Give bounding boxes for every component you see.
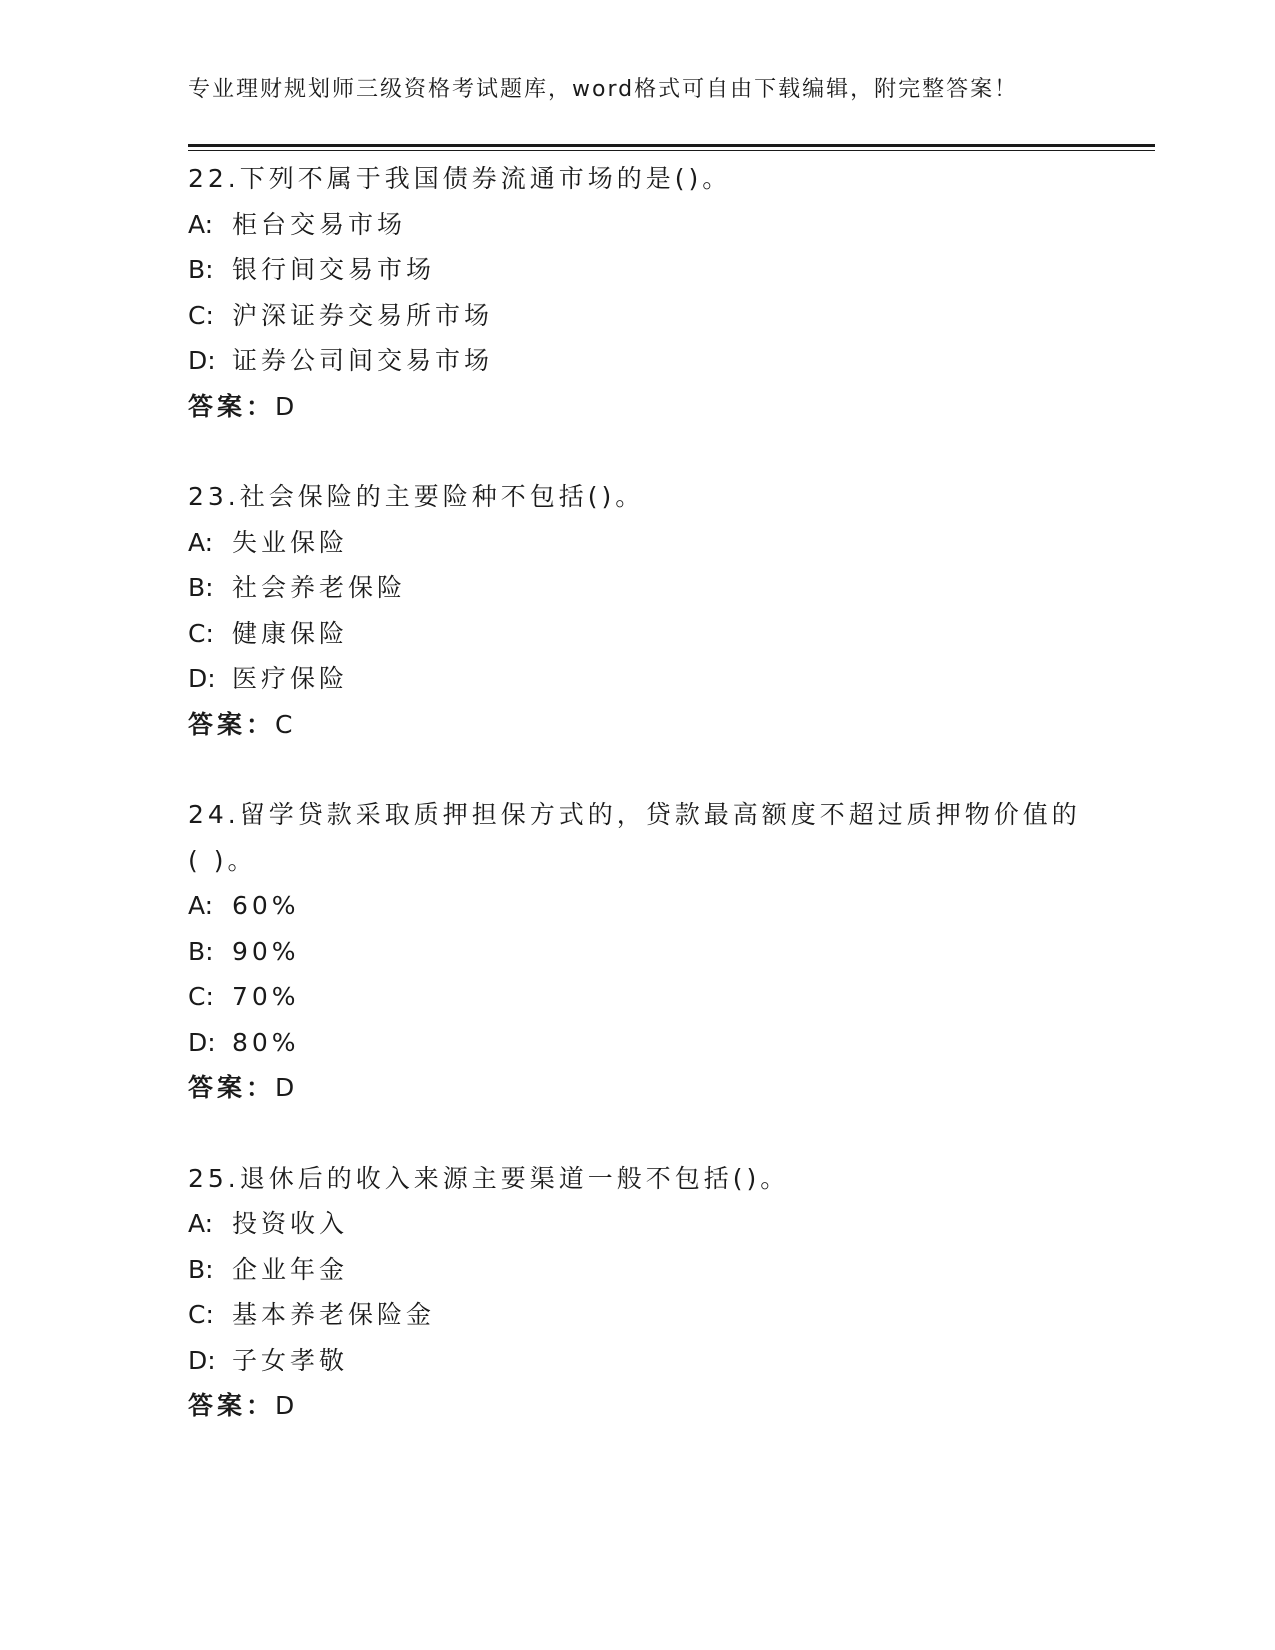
option-letter: B:: [188, 573, 214, 602]
option-b: [188, 247, 1088, 293]
answer-value: C: [275, 709, 297, 739]
option-text: 健康保险: [232, 618, 349, 648]
question-23: [188, 474, 1088, 747]
header-divider-thick: [188, 144, 1155, 147]
header-divider-thin: [188, 150, 1155, 151]
answer-value: D: [275, 1073, 299, 1102]
question-stem: 24.留学贷款采取质押担保方式的，贷款最高额度不超过质押物价值的( )。: [188, 800, 1081, 875]
option-c: [188, 1292, 1088, 1338]
answer-label: 答案：: [188, 1391, 276, 1420]
option-letter: D:: [188, 664, 216, 693]
option-letter: A:: [188, 209, 214, 239]
answer: [188, 1383, 1088, 1429]
option-a: [188, 520, 1088, 566]
option-letter: C:: [188, 300, 214, 330]
question-22: [188, 156, 1088, 429]
option-letter: B:: [188, 1254, 214, 1284]
option-text: 企业年金: [232, 1254, 349, 1284]
option-letter: B:: [188, 936, 214, 966]
option-a: [188, 1201, 1088, 1247]
answer: [188, 384, 1088, 430]
option-letter: B:: [188, 255, 214, 284]
option-d: [188, 1020, 1088, 1066]
question-stem: 23.社会保险的主要险种不包括()。: [188, 482, 645, 511]
option-b: [188, 929, 1088, 975]
option-c: [188, 293, 1088, 339]
option-text: 证券公司间交易市场: [232, 346, 494, 375]
option-letter: A:: [188, 891, 214, 920]
option-text: 柜台交易市场: [232, 209, 407, 239]
page-header: 专业理财规划师三级资格考试题库，word格式可自由下载编辑，附完整答案！: [188, 77, 1019, 102]
answer-value: D: [275, 391, 299, 421]
option-letter: C:: [188, 618, 214, 648]
question-stem: 22.下列不属于我国债券流通市场的是()。: [188, 164, 732, 193]
option-text: 60%: [232, 891, 300, 920]
option-text: 子女孝敬: [232, 1345, 349, 1375]
question-24: [188, 792, 1088, 1111]
option-text: 投资收入: [232, 1209, 349, 1238]
option-text: 银行间交易市场: [232, 255, 436, 284]
option-letter: D:: [188, 1345, 216, 1375]
option-letter: C:: [188, 1300, 214, 1329]
option-b: [188, 1247, 1088, 1293]
option-text: 90%: [232, 936, 300, 966]
option-b: [188, 565, 1088, 611]
option-c: [188, 974, 1088, 1020]
option-a: [188, 202, 1088, 248]
option-c: [188, 611, 1088, 657]
option-a: [188, 883, 1088, 929]
option-letter: C:: [188, 982, 214, 1011]
option-text: 基本养老保险金: [232, 1300, 436, 1329]
option-text: 70%: [232, 982, 300, 1011]
option-letter: D:: [188, 1027, 216, 1057]
option-text: 沪深证券交易所市场: [232, 300, 494, 330]
answer: [188, 702, 1088, 748]
answer-label: 答案：: [188, 391, 276, 421]
option-d: [188, 338, 1088, 384]
option-d: [188, 656, 1088, 702]
option-text: 社会养老保险: [232, 573, 407, 602]
answer-value: D: [275, 1391, 299, 1420]
option-letter: A:: [188, 1209, 214, 1238]
option-letter: D:: [188, 346, 216, 375]
question-25: [188, 1156, 1088, 1429]
option-text: 80%: [232, 1027, 300, 1057]
option-d: [188, 1338, 1088, 1384]
answer-label: 答案：: [188, 1073, 276, 1102]
answer: [188, 1065, 1088, 1111]
answer-label: 答案：: [188, 709, 276, 739]
option-text: 失业保险: [232, 527, 349, 557]
question-list: [188, 156, 1088, 1474]
option-text: 医疗保险: [232, 664, 349, 693]
question-stem: 25.退休后的收入来源主要渠道一般不包括()。: [188, 1163, 790, 1193]
option-letter: A:: [188, 527, 214, 557]
